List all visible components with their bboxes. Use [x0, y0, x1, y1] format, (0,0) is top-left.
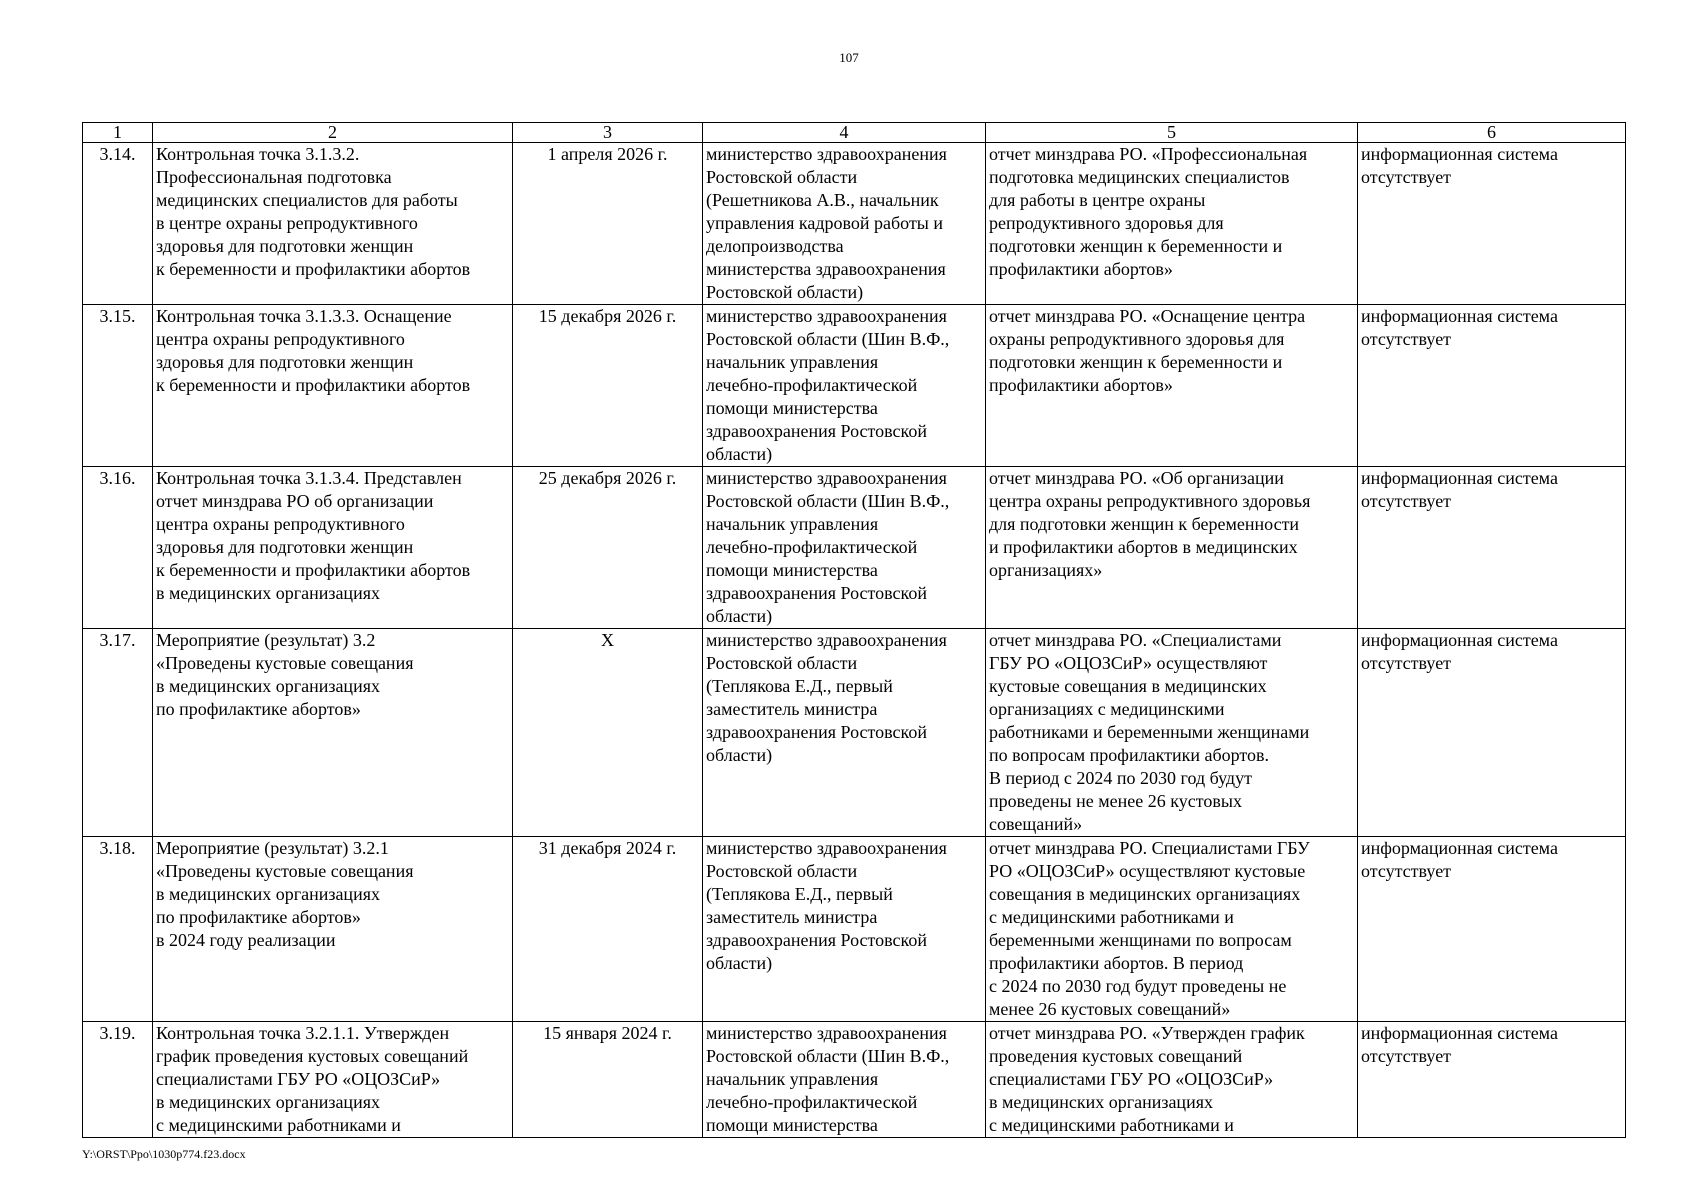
- header-col-4: 4: [703, 123, 986, 143]
- header-col-1: 1: [83, 123, 153, 143]
- header-row: [83, 123, 1626, 143]
- row-system: информационная система отсутствует: [1358, 143, 1626, 305]
- row-number: 3.15.: [83, 305, 153, 467]
- row-responsible: министерство здравоохранения Ростовской области (Шин В.Ф., начальник управления лечебно-профилактической помощи министерства: [703, 1022, 986, 1138]
- row-number: 3.16.: [83, 467, 153, 629]
- row-document: отчет минздрава РО. «Специалистами ГБУ РО «ОЦОЗСиР» осуществляют кустовые совещания в медицинских организациях с медицинскими работниками и беременными женщинами по вопросам профилактики абортов. В период с 2024 по 2030 год будут проведены не менее 26 кустовых совещаний»: [986, 629, 1358, 837]
- row-name: Контрольная точка 3.1.3.3. Оснащение центра охраны репродуктивного здоровья для подготовки женщин к беременности и профилактики абортов: [153, 305, 513, 467]
- row-responsible: министерство здравоохранения Ростовской области (Шин В.Ф., начальник управления лечебно-профилактической помощи министерства здравоохранения Ростовской области): [703, 305, 986, 467]
- table-row: [83, 305, 1626, 467]
- row-document: отчет минздрава РО. Специалистами ГБУ РО «ОЦОЗСиР» осуществляют кустовые совещания в медицинских организациях с медицинскими работниками и беременными женщинами по вопросам профилактики абортов. В период с 2024 по 2030 год будут проведены не менее 26 кустовых совещаний»: [986, 837, 1358, 1022]
- row-system: информационная система отсутствует: [1358, 629, 1626, 837]
- table-row: [83, 837, 1626, 1022]
- row-date: X: [513, 629, 703, 837]
- row-name: Контрольная точка 3.1.3.4. Представлен отчет минздрава РО об организации центра охраны репродуктивного здоровья для подготовки женщин к беременности и профилактики абортов в медицинских организациях: [153, 467, 513, 629]
- row-system: информационная система отсутствует: [1358, 305, 1626, 467]
- plan-table: [82, 122, 1626, 1138]
- header-col-3: 3: [513, 123, 703, 143]
- row-number: 3.18.: [83, 837, 153, 1022]
- table-row: [83, 1022, 1626, 1138]
- row-name: Мероприятие (результат) 3.2 «Проведены кустовые совещания в медицинских организациях по профилактике абортов»: [153, 629, 513, 837]
- table-row: [83, 143, 1626, 305]
- header-col-6: 6: [1358, 123, 1626, 143]
- row-number: 3.17.: [83, 629, 153, 837]
- row-date: 15 января 2024 г.: [513, 1022, 703, 1138]
- row-responsible: министерство здравоохранения Ростовской области (Шин В.Ф., начальник управления лечебно-профилактической помощи министерства здравоохранения Ростовской области): [703, 467, 986, 629]
- row-system: информационная система отсутствует: [1358, 467, 1626, 629]
- row-document: отчет минздрава РО. «Об организации центра охраны репродуктивного здоровья для подготовки женщин к беременности и профилактики абортов в медицинских организациях»: [986, 467, 1358, 629]
- row-responsible: министерство здравоохранения Ростовской области (Теплякова Е.Д., первый заместитель министра здравоохранения Ростовской области): [703, 629, 986, 837]
- row-date: 1 апреля 2026 г.: [513, 143, 703, 305]
- page-number: 107: [839, 50, 859, 65]
- header-col-5: 5: [986, 123, 1358, 143]
- row-number: 3.14.: [83, 143, 153, 305]
- row-document: отчет минздрава РО. «Оснащение центра охраны репродуктивного здоровья для подготовки женщин к беременности и профилактики абортов»: [986, 305, 1358, 467]
- row-date: 31 декабря 2024 г.: [513, 837, 703, 1022]
- row-document: отчет минздрава РО. «Утвержден график проведения кустовых совещаний специалистами ГБУ РО «ОЦОЗСиР» в медицинских организациях с медицинскими работниками и: [986, 1022, 1358, 1138]
- table-row: [83, 467, 1626, 629]
- row-responsible: министерство здравоохранения Ростовской области (Теплякова Е.Д., первый заместитель министра здравоохранения Ростовской области): [703, 837, 986, 1022]
- row-name: Контрольная точка 3.1.3.2. Профессиональная подготовка медицинских специалистов для работы в центре охраны репродуктивного здоровья для подготовки женщин к беременности и профилактики абортов: [153, 143, 513, 305]
- row-document: отчет минздрава РО. «Профессиональная подготовка медицинских специалистов для работы в центре охраны репродуктивного здоровья для подготовки женщин к беременности и профилактики абортов»: [986, 143, 1358, 305]
- file-path-footer: Y:\ORST\Ppo\1030p774.f23.docx: [82, 1147, 246, 1161]
- row-date: 25 декабря 2026 г.: [513, 467, 703, 629]
- row-number: 3.19.: [83, 1022, 153, 1138]
- row-system: информационная система отсутствует: [1358, 837, 1626, 1022]
- row-name: Мероприятие (результат) 3.2.1 «Проведены кустовые совещания в медицинских организациях по профилактике абортов» в 2024 году реализации: [153, 837, 513, 1022]
- header-col-2: 2: [153, 123, 513, 143]
- row-date: 15 декабря 2026 г.: [513, 305, 703, 467]
- row-system: информационная система отсутствует: [1358, 1022, 1626, 1138]
- row-name: Контрольная точка 3.2.1.1. Утвержден график проведения кустовых совещаний специалистами ГБУ РО «ОЦОЗСиР» в медицинских организациях с медицинскими работниками и: [153, 1022, 513, 1138]
- row-responsible: министерство здравоохранения Ростовской области (Решетникова А.В., начальник управления кадровой работы и делопроизводства министерства здравоохранения Ростовской области): [703, 143, 986, 305]
- table-row: [83, 629, 1626, 837]
